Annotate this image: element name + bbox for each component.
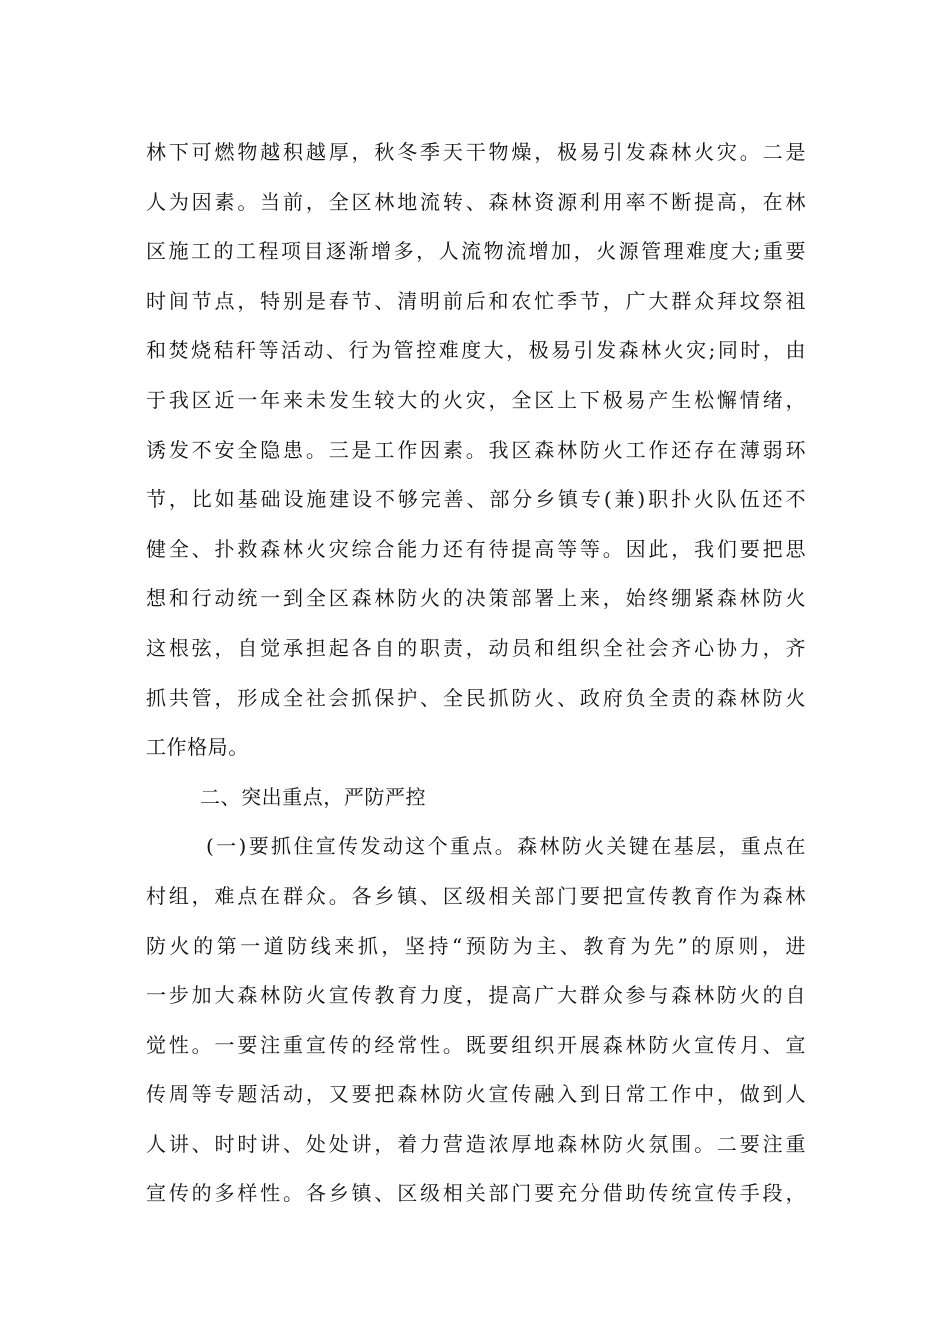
text-line: 时间节点，特别是春节、清明前后和农忙季节，广大群众拜坟祭祖 xyxy=(146,288,806,313)
text-line: 村组，难点在群众。各乡镇、区级相关部门要把宣传教育作为森林 xyxy=(146,883,806,908)
text-line: 工作格局。 xyxy=(146,735,249,760)
text-line: 人为因素。当前，全区林地流转、森林资源利用率不断提高，在林 xyxy=(146,189,806,214)
text-line: (一)要抓住宣传发动这个重点。森林防火关键在基层，重点在 xyxy=(206,834,806,859)
text-line: 抓共管，形成全社会抓保护、全民抓防火、政府负全责的森林防火 xyxy=(146,685,806,710)
text-line: 节，比如基础设施建设不够完善、部分乡镇专(兼)职扑火队伍还不 xyxy=(146,487,806,512)
section-heading: 二、突出重点，严防严控 xyxy=(200,784,427,809)
text-line: 人讲、时时讲、处处讲，着力营造浓厚地森林防火氛围。二要注重 xyxy=(146,1131,806,1156)
text-line: 传周等专题活动，又要把森林防火宣传融入到日常工作中，做到人 xyxy=(146,1082,806,1107)
text-line: 诱发不安全隐患。三是工作因素。我区森林防火工作还存在薄弱环 xyxy=(146,437,806,462)
paragraph-publicity xyxy=(146,822,806,1219)
text-line: 林下可燃物越积越厚，秋冬季天干物燥，极易引发森林火灾。二是 xyxy=(146,140,806,164)
document-body xyxy=(146,128,806,1219)
text-line: 这根弦，自觉承担起各自的职责，动员和组织全社会齐心协力，齐 xyxy=(146,635,806,660)
text-line: 于我区近一年来未发生较大的火灾，全区上下极易产生松懈情绪， xyxy=(146,387,806,412)
paragraph-causes xyxy=(146,128,806,773)
text-line: 觉性。一要注重宣传的经常性。既要组织开展森林防火宣传月、宣 xyxy=(146,1032,806,1057)
text-line: 和焚烧秸秆等活动、行为管控难度大，极易引发森林火灾;同时，由 xyxy=(146,338,806,363)
text-line: 健全、扑救森林火灾综合能力还有待提高等等。因此，我们要把思 xyxy=(146,536,806,561)
text-line: 宣传的多样性。各乡镇、区级相关部门要充分借助传统宣传手段， xyxy=(146,1181,806,1206)
text-line: 防火的第一道防线来抓，坚持“预防为主、教育为先”的原则，进 xyxy=(146,933,806,958)
text-line: 想和行动统一到全区森林防火的决策部署上来，始终绷紧森林防火 xyxy=(146,586,806,611)
text-line: 一步加大森林防火宣传教育力度，提高广大群众参与森林防火的自 xyxy=(146,983,806,1008)
text-line: 区施工的工程项目逐渐增多，人流物流增加，火源管理难度大;重要 xyxy=(146,239,806,264)
